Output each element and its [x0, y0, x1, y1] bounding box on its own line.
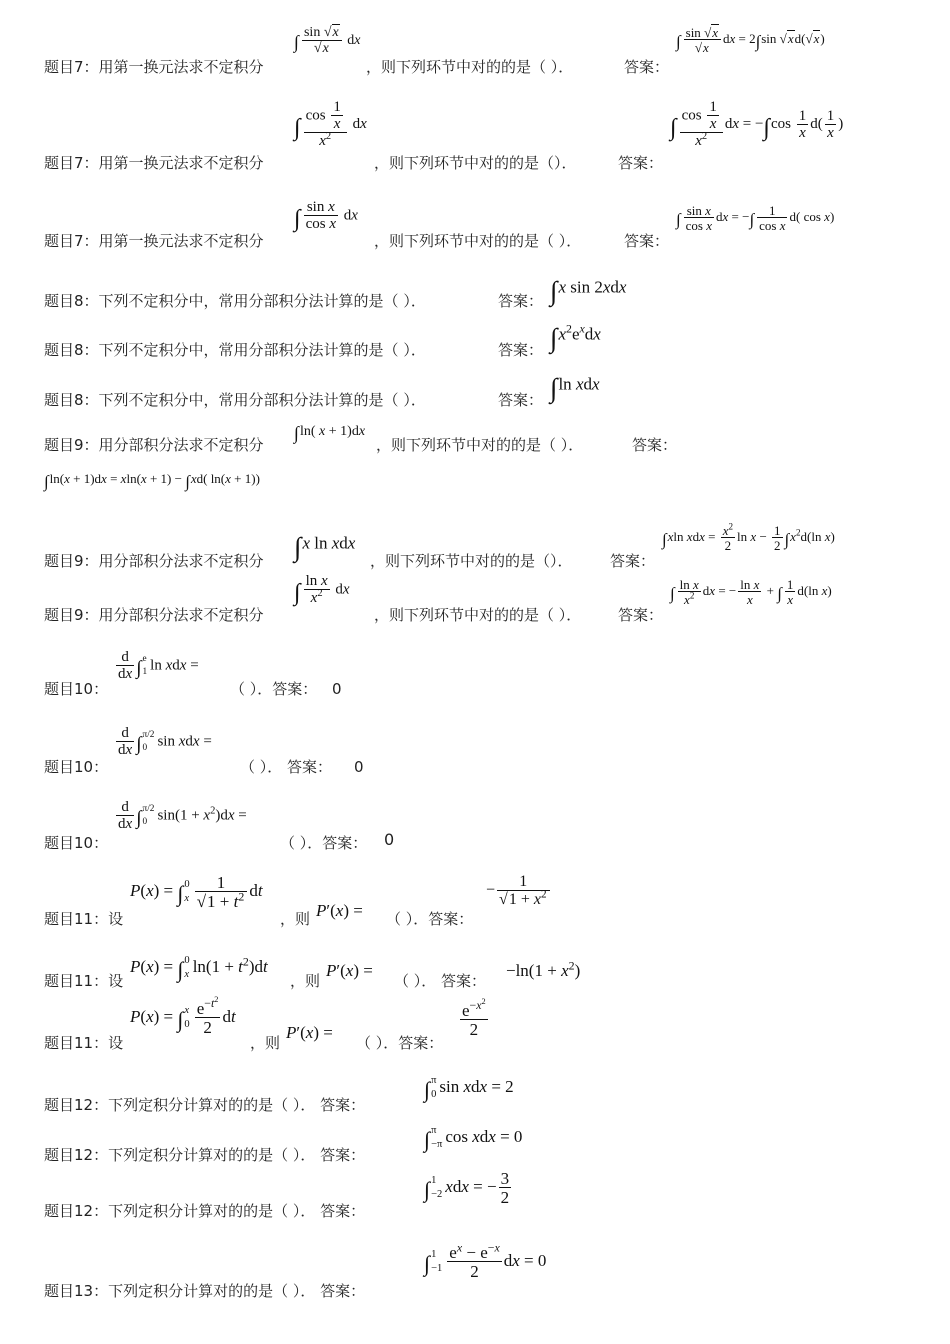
question-tail: ，则下列环节中对的的是（ ）． — [374, 606, 582, 624]
answer-label: 答案： — [618, 154, 664, 172]
answer-label: 答案： — [632, 436, 678, 454]
question-text: 题目7：用第一换元法求不定积分 — [44, 58, 264, 76]
integral-formula: ∫ $\frac{\sin √x}{√x}$ dx — [294, 25, 361, 56]
answer-formula: − $\frac{1}{√1 + x^2}$ — [486, 874, 552, 908]
question-text: 题目11：设 — [44, 1034, 124, 1052]
question-text: 题目10： — [44, 680, 109, 698]
question-text: 题目11：设 — [44, 972, 124, 990]
question-tail: （ ）．答案： — [356, 1034, 444, 1052]
answer-formula: $\int x^2e^xdx$ — [550, 321, 601, 353]
question-row — [44, 1240, 934, 1330]
question-tail: （ ）．答案： — [280, 834, 368, 852]
answer-formula: ∫ln xdx — [550, 373, 600, 403]
question-mid: ，则 — [280, 910, 311, 928]
question-text: 题目8：下列不定积分中，常用分部积分法计算的是（ ）． — [44, 341, 426, 359]
question-mid: ，则 — [290, 972, 321, 990]
question-text: 题目11：设 — [44, 910, 124, 928]
question-text: 题目8：下列不定积分中，常用分部积分法计算的是（ ）． — [44, 391, 426, 409]
answer-label: 答案： — [618, 606, 664, 624]
question-tail: ，则下列环节中对的的是（）． — [374, 154, 577, 172]
answer-formula: ∫ π −π cos xdx = 0 — [424, 1125, 523, 1152]
answer-formula: ∫ cos $\frac{1}{x}$ $x^2$ dx = −∫cos $\frac{1}{x}$ d( $\frac{1}{x}$ ) — [670, 99, 844, 149]
question-text: 题目12：下列定积分计算对的的是（ ）． 答案： — [44, 1146, 366, 1164]
derivative-formula: $\frac{d}{dx}$ ∫ e 1 ln xdx = — [118, 649, 199, 682]
question-text: 题目7：用第一换元法求不定积分 — [44, 232, 264, 250]
integral-formula: ∫ $\frac{\text{ln x}}{x^2}$ dx — [294, 573, 350, 607]
question-tail: ，则下列环节中对的的是（ ）． — [374, 232, 582, 250]
answer-formula: ∫ 1 −2 xdx = − $\frac{3}{2}$ — [424, 1169, 510, 1207]
question-text: 题目13：下列定积分计算对的的是（ ）． 答案： — [44, 1282, 366, 1300]
answer-label: 答案： — [498, 391, 544, 409]
answer-formula: ∫xln xdx = $\frac{x^2}{2}$ ln x − $\frac{1}{2}$ $\int x^2d(\ln$ x) — [662, 521, 835, 553]
answer-formula: ∫ π 0 sin xdx = 2 — [424, 1075, 514, 1102]
answer-formula: $-\ln(1 + x^2)$ — [506, 958, 581, 980]
question-row — [44, 422, 934, 512]
answer-label: 答案： — [624, 58, 670, 76]
question-text: 题目12：下列定积分计算对的的是（ ）． 答案： — [44, 1096, 366, 1114]
question-row — [44, 870, 934, 960]
answer-value: 0 — [354, 758, 364, 776]
answer-label: 答案： — [610, 552, 656, 570]
function-definition: P(x) = ∫ 0 x $\ln(1 + t^2)dt$ — [130, 954, 268, 982]
answer-formula: $\frac{e^{-x^2}}{2}$ — [462, 997, 486, 1039]
answer-label: 答案： — [498, 292, 544, 310]
question-text: 题目9：用分部积分法求不定积分 — [44, 552, 264, 570]
answer-value: 0 — [332, 680, 342, 698]
derivative-formula: $\frac{d}{dx}$ ∫ π/2 0 sin xdx = — [118, 725, 212, 758]
answer-label: 答案： — [498, 341, 544, 359]
answer-formula: ∫ $\frac{\text{ln x}}{x^2}$ dx = − $\frac{\text{ln x}}{x}$ + ∫ $\frac{1}{x}$ d(ln x) — [670, 577, 832, 607]
question-mid: ，则 — [250, 1034, 281, 1052]
question-text: 题目10： — [44, 834, 109, 852]
function-definition: P(x) = ∫ x 0 $\frac{e^{-t^2}}{2}$ dt — [130, 995, 236, 1037]
question-row — [44, 98, 934, 188]
integral-formula: ∫x ln xdx — [294, 532, 356, 562]
derivative-formula: $\frac{d}{dx}$ ∫ π/2 0 $\sin(1 + x^2)dx$ = — [118, 799, 247, 832]
function-definition: P(x) = ∫ 0 x $\frac{1}{√1 + t^2}$ dt — [130, 873, 263, 911]
question-text: 题目10： — [44, 758, 109, 776]
answer-formula: ∫x sin 2xdx — [550, 276, 627, 306]
question-tail: （ ）． 答案： — [394, 972, 487, 990]
question-text: 题目7：用第一换元法求不定积分 — [44, 154, 264, 172]
answer-formula: ∫ 1 −1 $\frac{e^x - e^{-x}}{2}$ dx = 0 — [424, 1240, 547, 1281]
question-tail: （ ）．答案： — [386, 910, 474, 928]
derivative-expression: P′(x) = — [286, 1023, 333, 1042]
answer-formula: ∫ $\frac{\text{sin x}}{\text{cos x}}$ dx = −∫ $\frac{1}{\text{cos x}}$ d( cos x) — [676, 203, 835, 233]
question-text: 题目12：下列定积分计算对的的是（ ）． 答案： — [44, 1202, 366, 1220]
answer-label: 答案： — [624, 232, 670, 250]
question-row — [44, 196, 934, 286]
answer-formula: ∫ $\frac{\sin √x}{√x}$ dx = 2∫sin √xd(√x) — [676, 25, 825, 55]
question-text: 题目8：下列不定积分中，常用分部积分法计算的是（ ）． — [44, 292, 426, 310]
derivative-expression: P′(x) = — [316, 901, 363, 920]
derivative-expression: P′(x) = — [326, 961, 373, 980]
question-tail: （ ）． 答案： — [240, 758, 333, 776]
question-text: 题目9：用分部积分法求不定积分 — [44, 436, 264, 454]
question-tail: ，则下列环节中对的的是（ ）． — [366, 58, 574, 76]
integral-formula: ∫ln( x + 1)dx — [294, 423, 366, 443]
integral-formula: ∫ cos $\frac{1}{x}$ $x^2$ dx — [294, 99, 367, 149]
question-text: 题目9：用分部积分法求不定积分 — [44, 606, 264, 624]
question-tail: ，则下列环节中对的的是（）． — [370, 552, 573, 570]
answer-formula: ∫ln(x + 1)dx = xln(x + 1) − ∫xd( ln(x + 1)) — [44, 471, 260, 491]
question-tail: ，则下列环节中对的的是（ ）． — [376, 436, 584, 454]
question-tail: （ ）．答案： — [230, 680, 318, 698]
answer-value: 0 — [384, 830, 395, 849]
integral-formula: ∫ $\frac{\text{sin x}}{\text{cos x}}$ dx — [294, 199, 358, 233]
